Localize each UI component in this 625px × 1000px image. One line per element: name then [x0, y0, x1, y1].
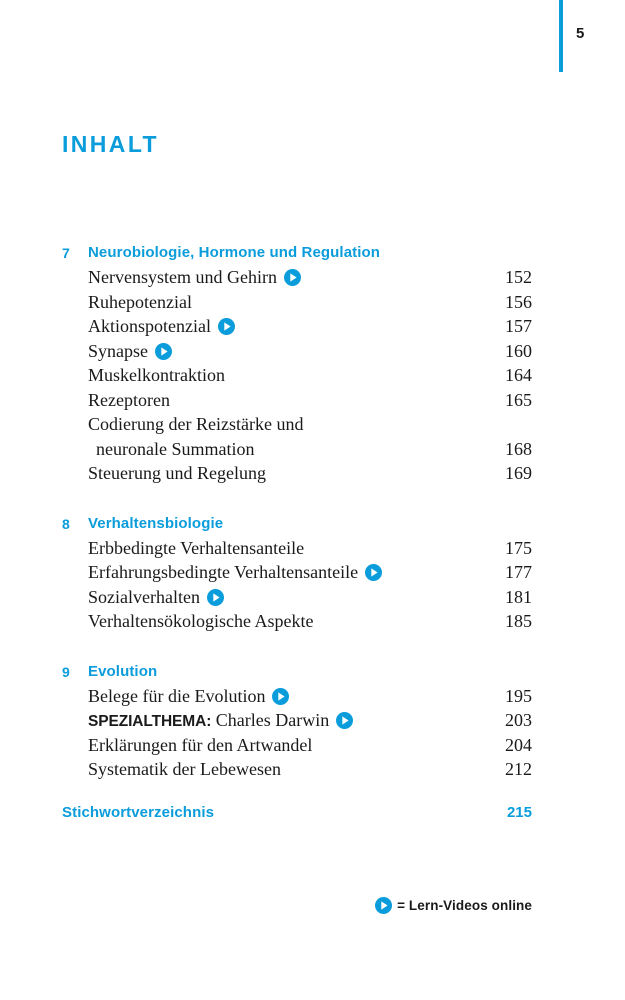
play-video-icon [375, 897, 392, 914]
toc-entry-page-number: 157 [505, 316, 532, 336]
section-number: 9 [62, 663, 70, 680]
toc-entry-text: neuronale Summation [96, 438, 255, 459]
toc-entry-label [88, 339, 172, 364]
toc-entry-page-number: 195 [505, 685, 532, 706]
toc-entry-page-number: 152 [505, 267, 532, 287]
toc-entry[interactable] [0, 609, 625, 634]
page-number: 5 [576, 25, 585, 42]
toc-entry-label [88, 684, 289, 709]
section-number: 7 [62, 245, 70, 261]
toc-entry-text: Erfahrungsbedingte Verhaltensanteile [88, 562, 359, 582]
toc-entry-label [88, 708, 353, 735]
legend-text: = Lern-Videos online [397, 898, 532, 913]
toc-entry-label [88, 265, 301, 290]
toc-entry[interactable] [0, 290, 625, 315]
toc-entry-text: Verhaltensökologische Aspekte [88, 611, 314, 631]
toc-entry-label [88, 560, 382, 585]
toc-entry-page-number: 212 [505, 759, 532, 779]
toc-entry-text: Systematik der Lebewesen [88, 759, 281, 779]
toc-entry[interactable] [0, 708, 625, 733]
toc-entry-page-number: 160 [505, 340, 532, 361]
header-rule [559, 0, 563, 72]
toc-entry-page-number: 165 [505, 389, 532, 410]
section-number: 8 [62, 515, 70, 532]
toc-entry-page-number: 164 [505, 365, 532, 385]
toc-entry-label [88, 461, 266, 486]
play-video-icon[interactable] [336, 712, 353, 729]
toc-entry[interactable] [0, 684, 625, 709]
toc-entry-label [88, 314, 235, 339]
toc-entry-label [96, 437, 254, 462]
toc-entry-text: Steuerung und Regelung [88, 463, 266, 483]
play-video-icon[interactable] [218, 318, 235, 335]
page-header [0, 0, 625, 80]
play-video-icon[interactable] [284, 269, 301, 286]
toc-entry-text: Ruhepotenzial [88, 291, 192, 312]
toc-entry-page-number: 203 [505, 710, 532, 730]
toc-entry-page-number: 181 [505, 586, 532, 607]
section-heading[interactable] [0, 512, 625, 536]
toc-entry-label [88, 757, 281, 782]
toc-section [0, 512, 625, 634]
toc-entry-page-number: 175 [505, 537, 532, 558]
toc-entry-label [88, 363, 225, 388]
toc-entry[interactable] [0, 585, 625, 610]
toc-entry-label [88, 609, 313, 634]
section-title: Evolution [88, 662, 158, 680]
toc-section [0, 241, 625, 486]
toc-entry[interactable] [0, 461, 625, 486]
index-entry[interactable] [0, 801, 625, 825]
toc-entry-text: Codierung der Reizstärke und [88, 414, 304, 434]
toc-entry[interactable] [0, 536, 625, 561]
toc-entry[interactable] [0, 363, 625, 388]
toc-entry-text: Rezeptoren [88, 389, 170, 410]
legend [375, 897, 532, 914]
play-video-icon[interactable] [272, 688, 289, 705]
toc-entry-prefix: SPEZIALTHEMA: [88, 713, 212, 730]
toc-entry-label [88, 585, 224, 610]
index-label: Stichwortverzeichnis [62, 804, 215, 821]
toc-entry[interactable] [0, 314, 625, 339]
toc-entry-page-number: 185 [505, 611, 532, 631]
toc-entry-text: Erklärungen für den Artwandel [88, 734, 313, 755]
toc-entry[interactable] [0, 560, 625, 585]
toc-entry-text: Muskelkontraktion [88, 365, 225, 385]
section-heading[interactable] [0, 660, 625, 684]
toc-entry-label [88, 733, 312, 758]
section-title: Verhaltensbiologie [88, 514, 224, 532]
toc-entry-text: Erbbedingte Verhaltensanteile [88, 537, 305, 558]
toc-entry[interactable] [0, 437, 625, 462]
toc-entry-page-number: 168 [505, 438, 532, 459]
toc-entry-page-number: 156 [505, 291, 532, 312]
toc-entry-text: Nervensystem und Gehirn [88, 267, 277, 287]
toc-entry[interactable] [0, 339, 625, 364]
toc-entry-label [88, 412, 303, 437]
toc-entry-text: Synapse [88, 340, 148, 361]
toc-entry-label [88, 388, 170, 413]
toc-entry-text: Aktionspotenzial [88, 316, 211, 336]
toc-entry-page-number: 204 [505, 734, 532, 755]
toc-entry-label [88, 536, 304, 561]
toc-entry-text: Sozialverhalten [88, 586, 200, 607]
toc-entry-page-number: 169 [505, 463, 532, 483]
toc-entry[interactable] [0, 265, 625, 290]
index-page-number: 215 [506, 804, 532, 821]
toc-entry-text: Charles Darwin [215, 710, 330, 730]
toc-entry[interactable] [0, 412, 625, 437]
toc-section [0, 660, 625, 782]
section-title: Neurobiologie, Hormone und Regulation [88, 244, 381, 261]
play-video-icon[interactable] [365, 564, 382, 581]
toc-entry-text: Belege für die Evolution [88, 685, 266, 706]
toc-entry-page-number: 177 [505, 562, 532, 582]
section-heading[interactable] [0, 241, 625, 265]
toc-entry-label [88, 290, 192, 315]
play-video-icon[interactable] [155, 343, 172, 360]
play-video-icon[interactable] [207, 589, 224, 606]
page-title: INHALT [62, 131, 160, 157]
toc-entry[interactable] [0, 757, 625, 782]
toc-entry[interactable] [0, 733, 625, 758]
table-of-contents [0, 241, 625, 782]
toc-entry[interactable] [0, 388, 625, 413]
